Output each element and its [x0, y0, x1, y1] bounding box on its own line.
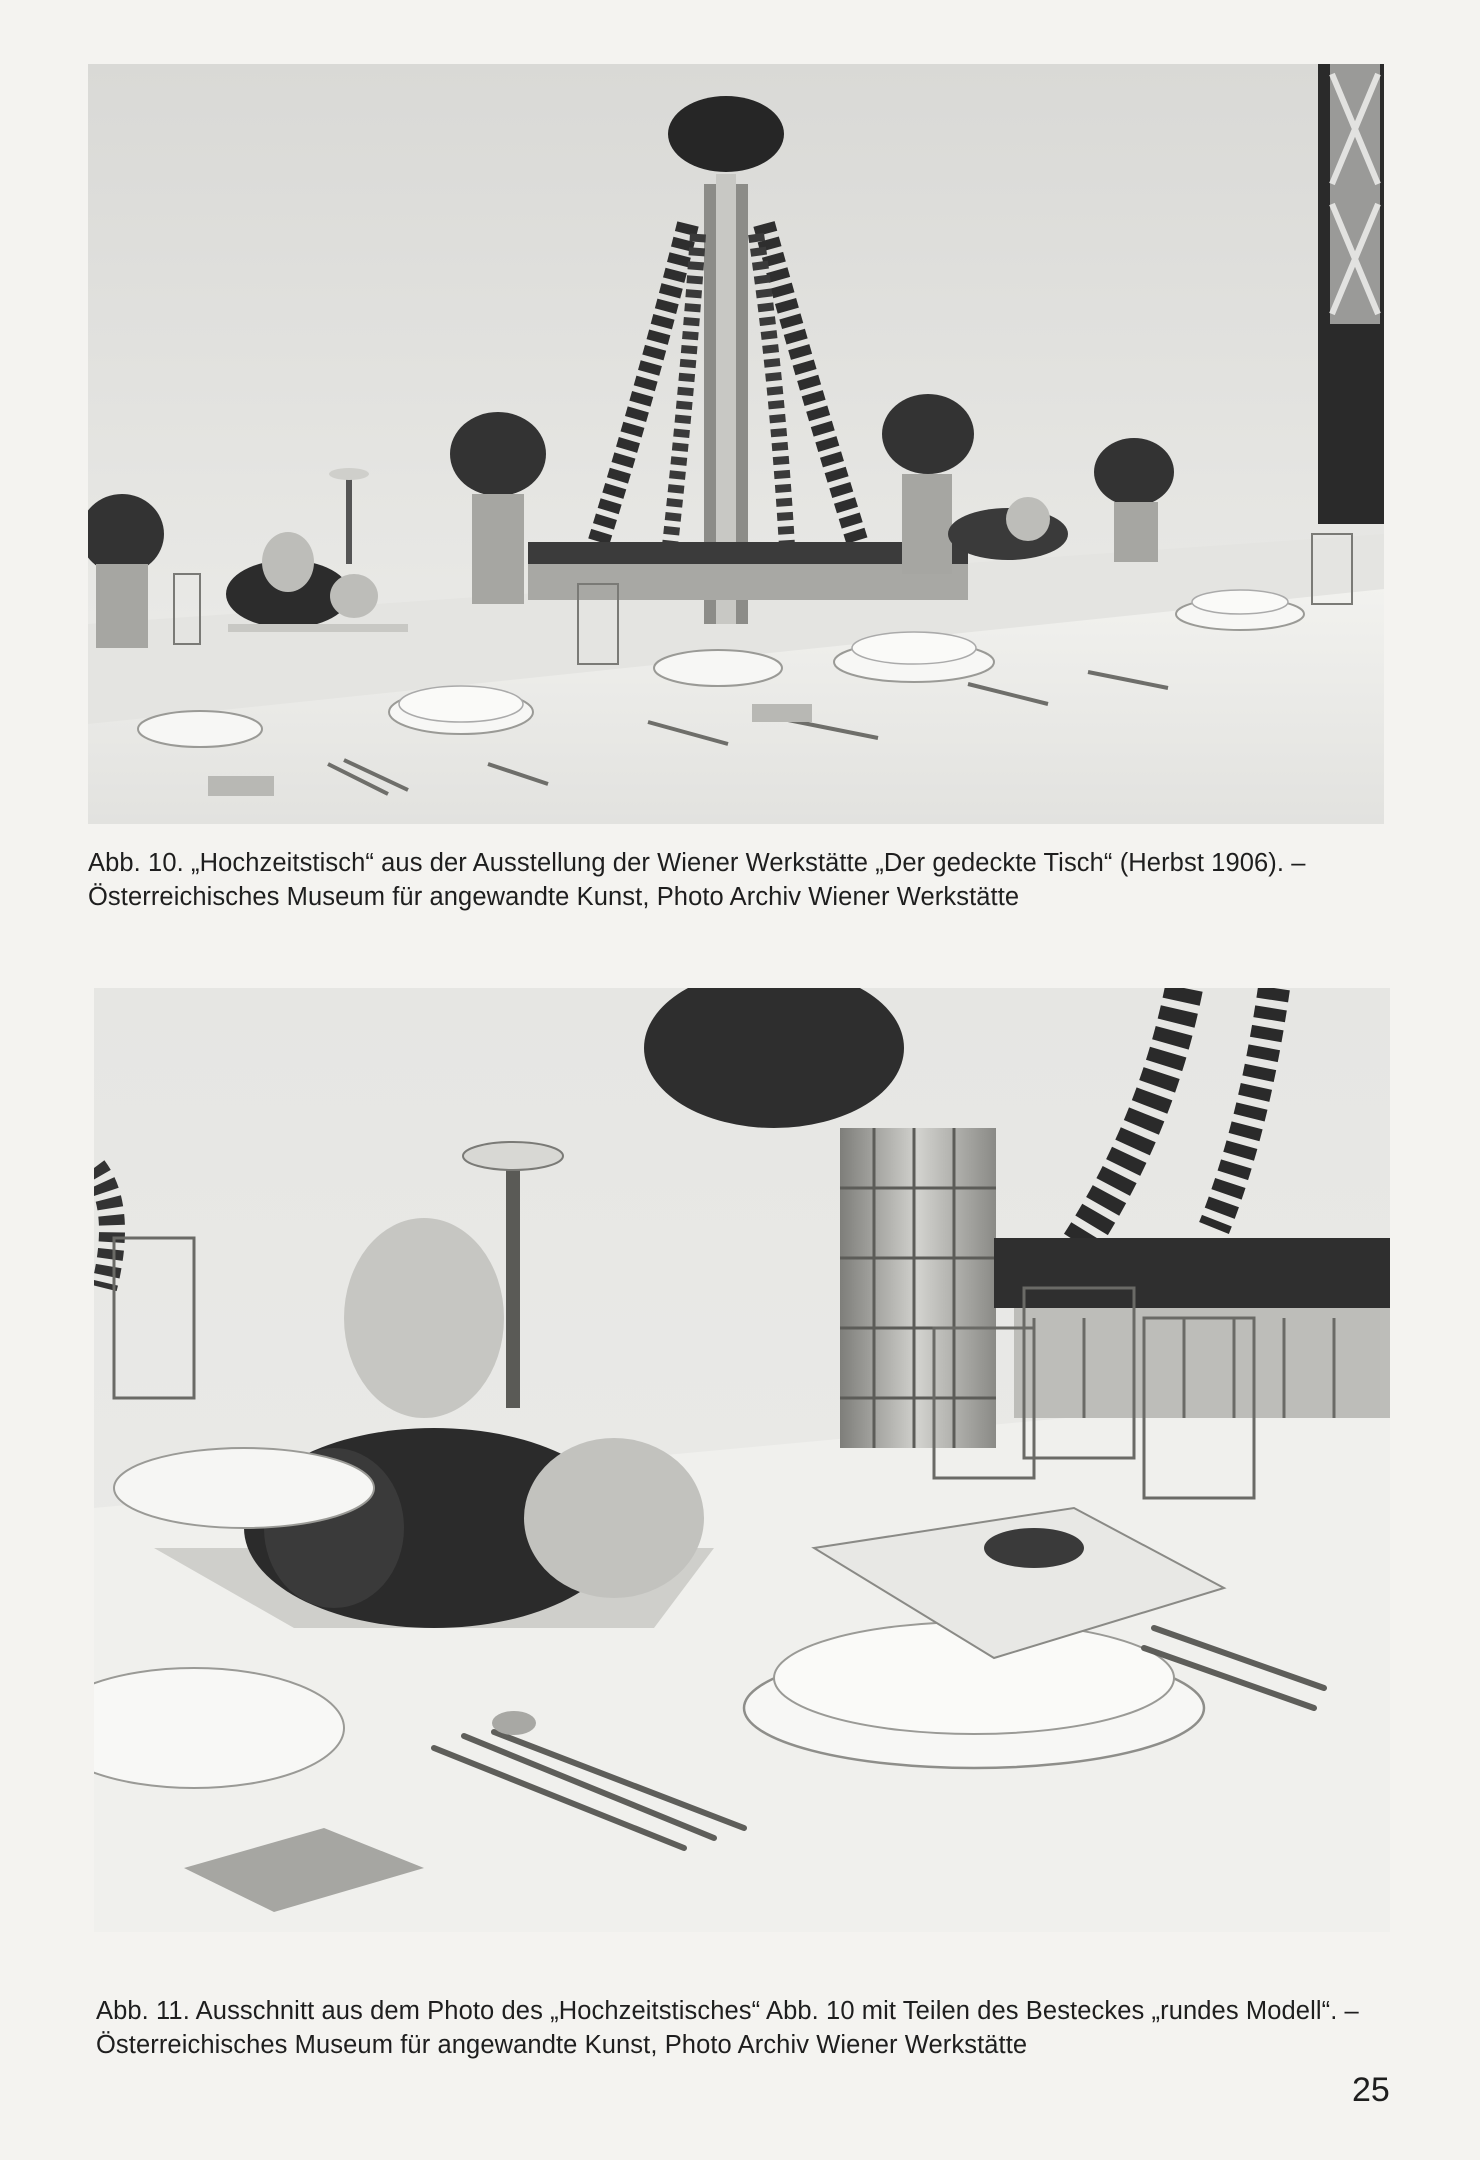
caption-line: Österreichisches Museum für angewandte Kunst, Photo Archiv Wiener Werkstätte: [88, 883, 1020, 911]
photo-hochzeitstisch-image: [88, 64, 1384, 824]
photo-hochzeitstisch: [88, 64, 1384, 824]
figure-caption-abb-10: [88, 846, 1398, 914]
caption-line: Abb. 10. „Hochzeitstisch“ aus der Ausstellung der Wiener Werkstätte „Der gedeckte Tisch“ (Herbst 1906). –: [88, 849, 1306, 877]
page-number: 25: [1352, 2071, 1390, 2109]
figure-caption-abb-11: [96, 1994, 1416, 2062]
photo-hochzeitstisch-detail: [94, 988, 1390, 1932]
caption-line: Abb. 11. Ausschnitt aus dem Photo des „Hochzeitstisches“ Abb. 10 mit Teilen des Besteckes „rundes Modell“. –: [96, 1997, 1359, 2025]
caption-line: Österreichisches Museum für angewandte Kunst, Photo Archiv Wiener Werkstätte: [96, 2031, 1028, 2059]
photo-hochzeitstisch-detail-image: [94, 988, 1390, 1932]
